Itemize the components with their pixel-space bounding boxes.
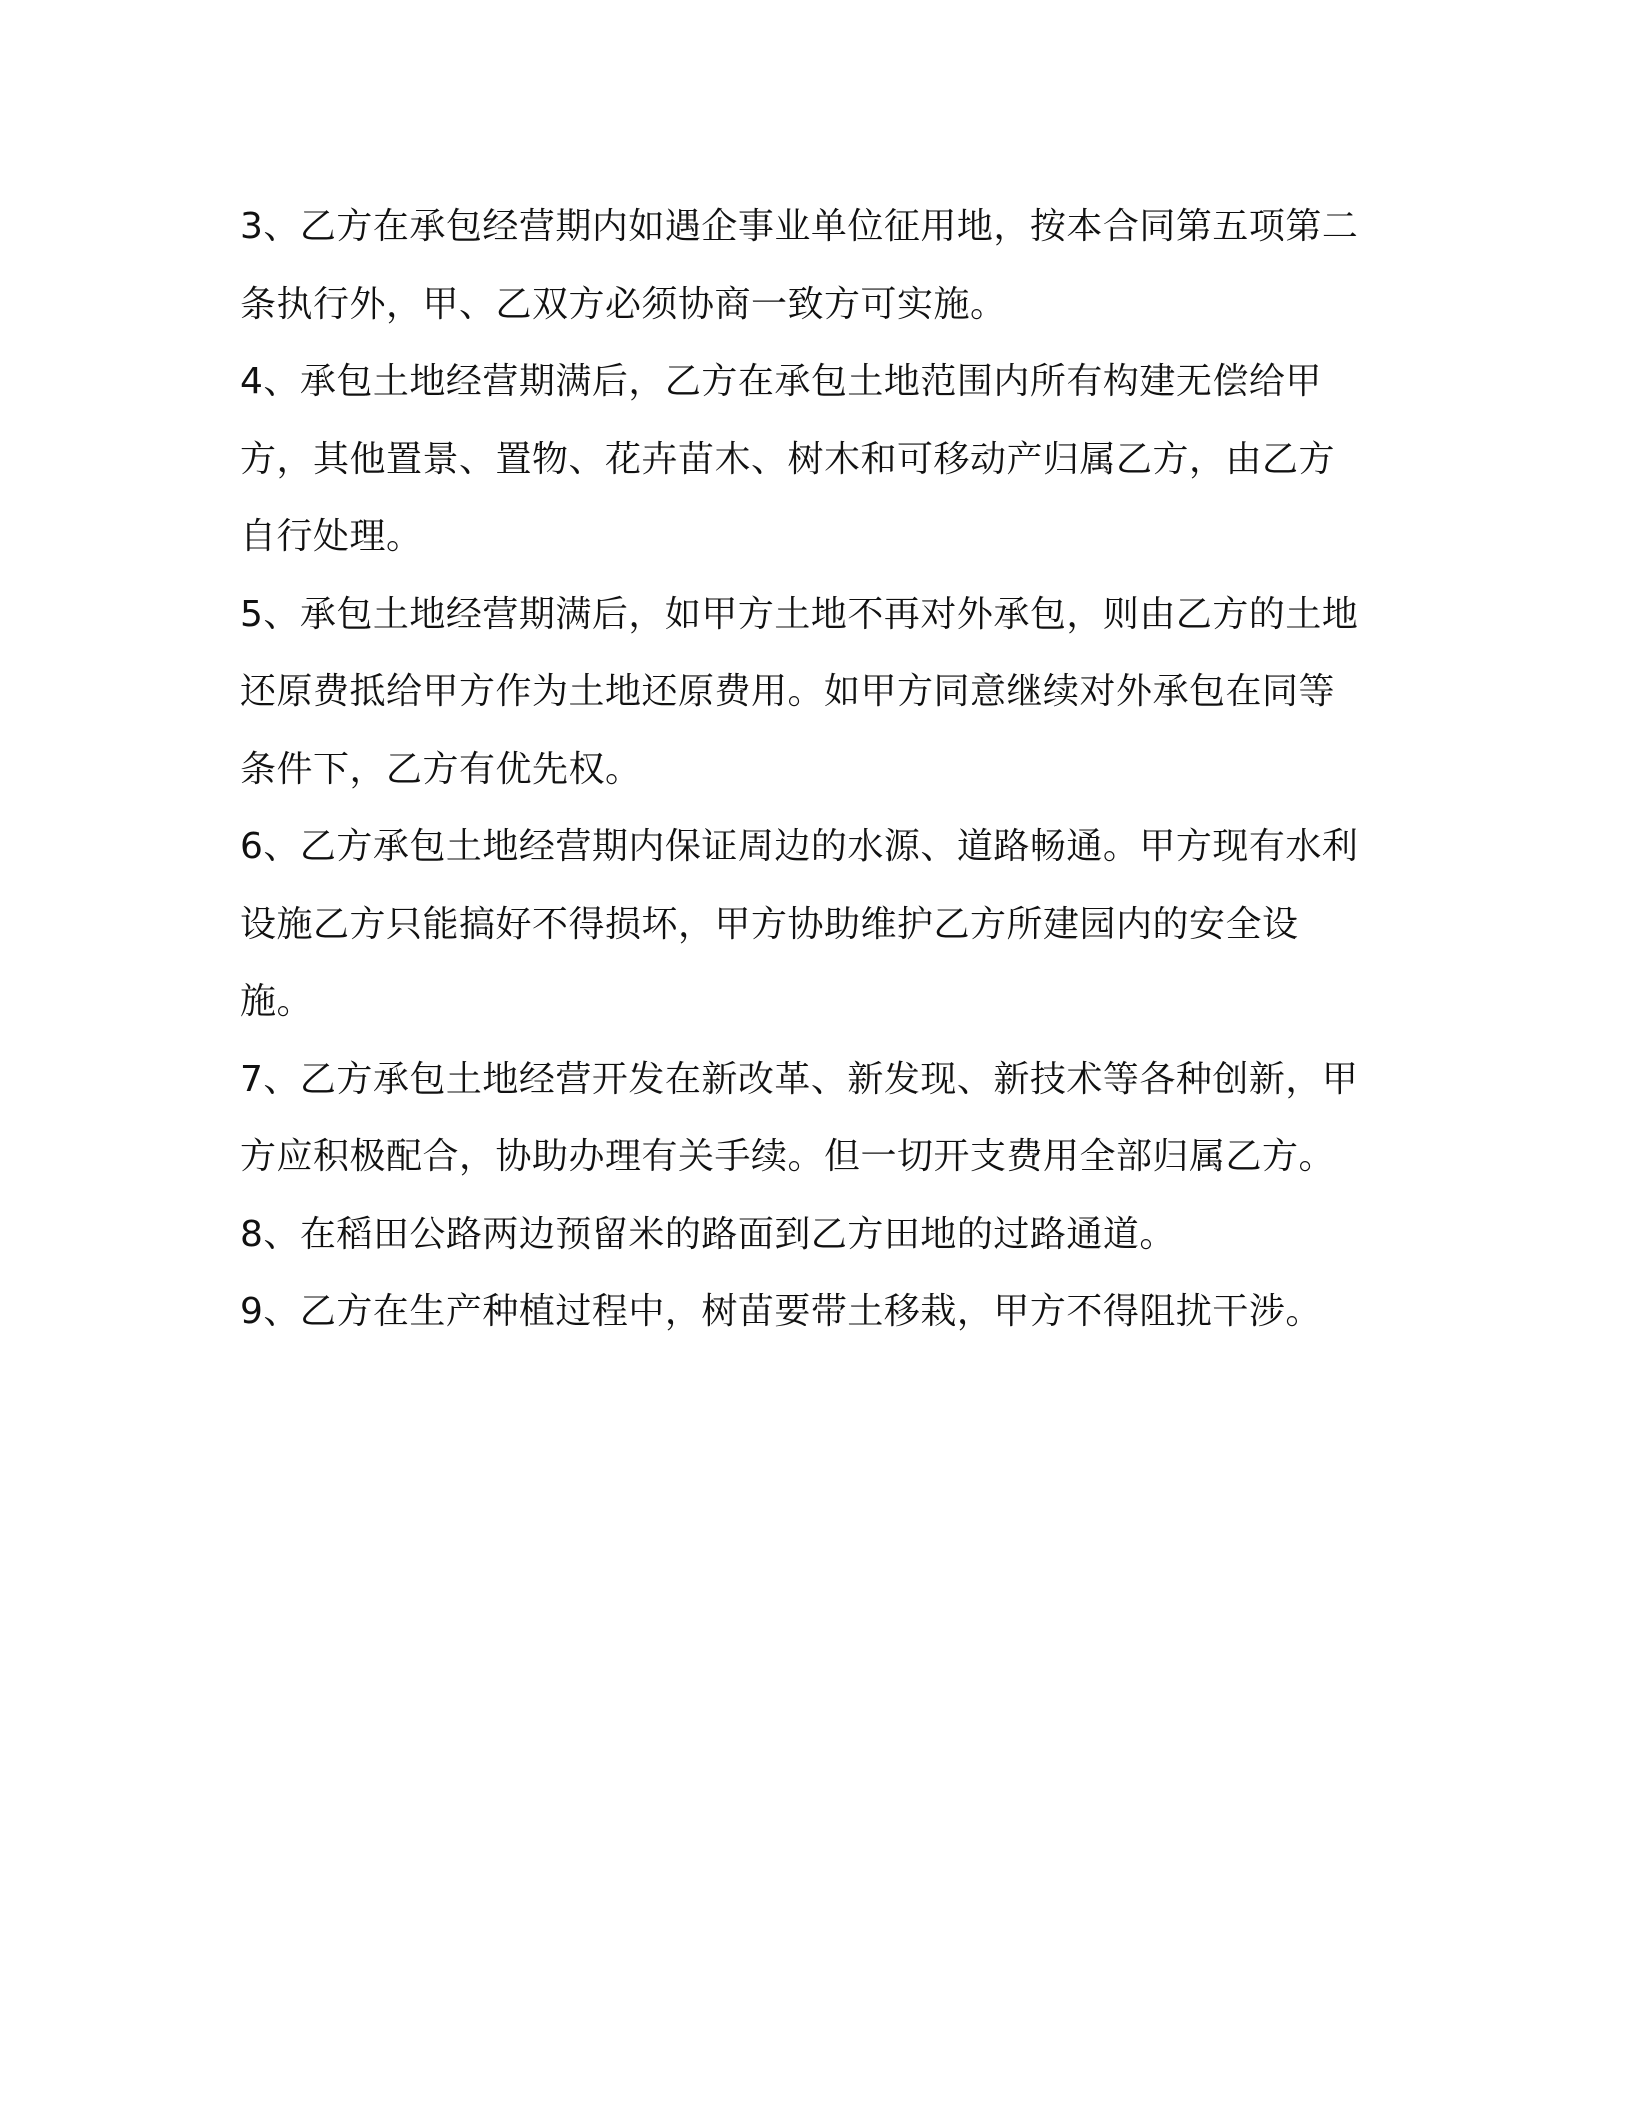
clause-8 [240, 1196, 1380, 1274]
clause-line: 条件下，乙方有优先权。 [240, 748, 642, 790]
clause-7 [240, 1041, 1380, 1196]
clause-line: 6、乙方承包土地经营期内保证周边的水源、道路畅通。甲方现有水利 [240, 826, 1359, 867]
clause-line: 条执行外，甲、乙双方必须协商一致方可实施。 [240, 283, 1007, 325]
clause-line: 自行处理。 [240, 516, 423, 557]
clause-3 [240, 188, 1380, 343]
clause-9 [240, 1273, 1380, 1351]
document-body [240, 188, 1380, 1351]
clause-line: 方应积极配合，协助办理有关手续。但一切开支费用全部归属乙方。 [240, 1136, 1336, 1177]
clause-4 [240, 343, 1380, 576]
clause-line: 还原费抵给甲方作为土地还原费用。如甲方同意继续对外承包在同等 [240, 671, 1336, 712]
clause-line: 方，其他置景、置物、花卉苗木、树木和可移动产归属乙方，由乙方 [240, 438, 1336, 480]
clause-line: 施。 [240, 981, 314, 1022]
clause-line: 7、乙方承包土地经营开发在新改革、新发现、新技术等各种创新，甲 [240, 1058, 1359, 1100]
clause-6 [240, 808, 1380, 1041]
clause-line: 8、在稻田公路两边预留米的路面到乙方田地的过路通道。 [240, 1213, 1176, 1255]
clause-line: 4、承包土地经营期满后，乙方在承包土地范围内所有构建无偿给甲 [240, 361, 1322, 402]
clause-line: 3、乙方在承包经营期内如遇企事业单位征用地，按本合同第五项第二 [240, 206, 1359, 247]
clause-line: 5、承包土地经营期满后，如甲方土地不再对外承包，则由乙方的土地 [240, 593, 1359, 635]
clause-line: 9、乙方在生产种植过程中，树苗要带土移栽，甲方不得阻扰干涉。 [240, 1291, 1322, 1332]
clause-line: 设施乙方只能搞好不得损坏，甲方协助维护乙方所建园内的安全设 [240, 903, 1299, 945]
clause-5 [240, 576, 1380, 809]
